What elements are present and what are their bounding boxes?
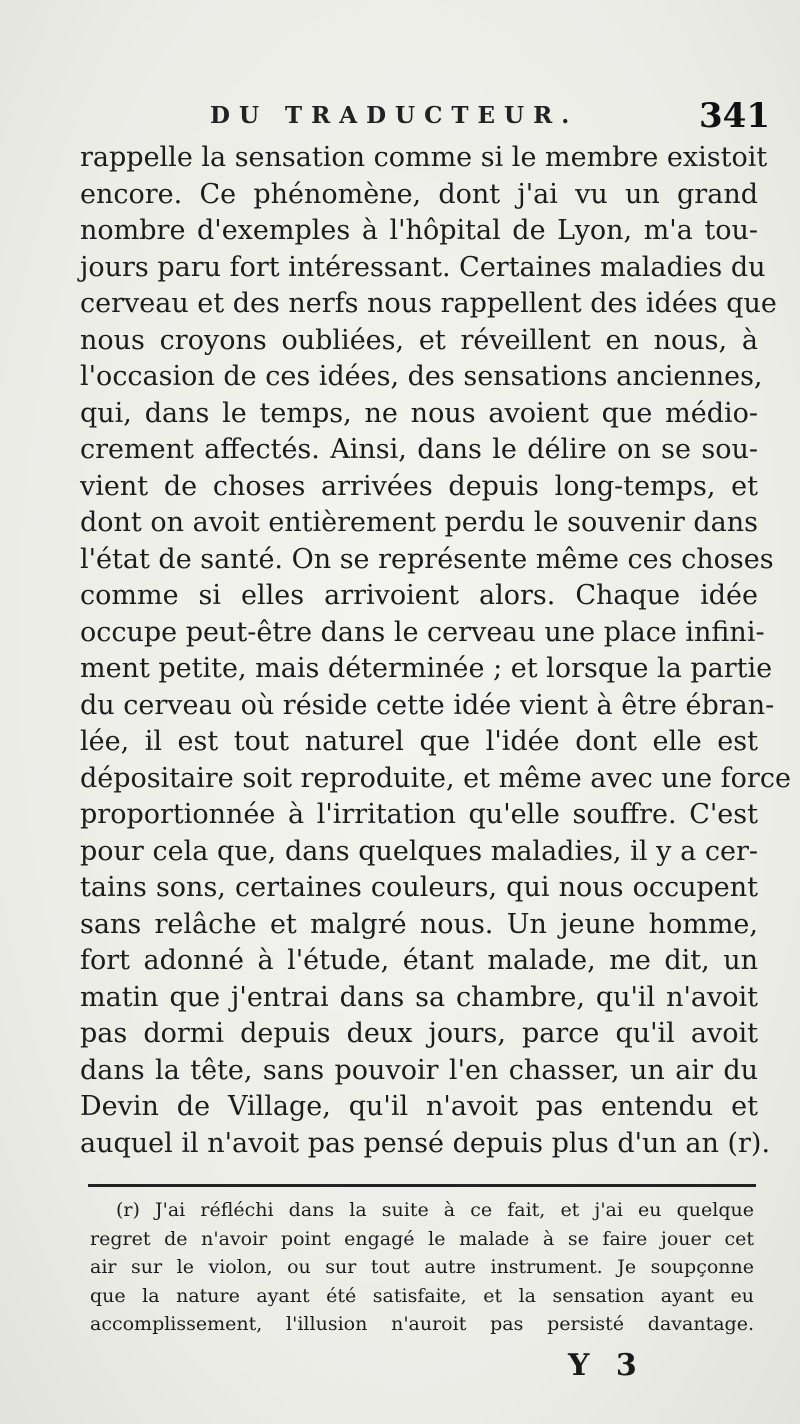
- text-line: fort adonné à l'étude, étant malade, me dit, un: [80, 945, 758, 976]
- footnote-line: (r) J'ai réfléchi dans la suite à ce fait, et j'ai eu quelque: [116, 1199, 754, 1221]
- text-line: dépositaire soit reproduite, et même avec une force: [80, 762, 791, 794]
- signature-mark: Y 3: [568, 1348, 645, 1383]
- footnote-line: que la nature ayant été satisfaite, et la sensation ayant eu: [90, 1284, 754, 1307]
- text-line: encore. Ce phénomène, dont j'ai vu un grand: [80, 178, 758, 210]
- footnote-line: regret de n'avoir point engagé le malade à se faire jouer cet: [90, 1227, 754, 1250]
- text-line: pour cela que, dans quelques maladies, il y a cer-: [80, 835, 758, 867]
- body-text: [80, 140, 791, 1162]
- text-line: auquel il n'avoit pas pensé depuis plus d'un an (r).: [80, 1127, 771, 1159]
- text-line: pas dormi depuis deux jours, parce qu'il avoit: [80, 1018, 758, 1049]
- text-line: cerveau et des nerfs nous rappellent des idées que: [80, 288, 777, 319]
- running-head: DU TRADUCTEUR.: [210, 102, 579, 129]
- text-line: vient de choses arrivées depuis long-temps, et: [80, 470, 758, 502]
- text-line: matin que j'entrai dans sa chambre, qu'il n'avoit: [80, 981, 758, 1013]
- text-line: qui, dans le temps, ne nous avoient que médio-: [80, 397, 758, 429]
- text-line: l'état de santé. On se représente même ces choses: [80, 543, 774, 575]
- text-line: Devin de Village, qu'il n'avoit pas entendu et: [80, 1091, 758, 1122]
- text-line: nombre d'exemples à l'hôpital de Lyon, m'a tou-: [80, 215, 758, 246]
- page-number: 341: [699, 96, 770, 136]
- text-line: dans la tête, sans pouvoir l'en chasser, un air du: [80, 1054, 758, 1086]
- text-line: tains sons, certaines couleurs, qui nous occupent: [80, 872, 758, 903]
- text-line: crement affectés. Ainsi, dans le délire on se sou-: [80, 434, 758, 465]
- footnote: [90, 1196, 754, 1339]
- text-line: l'occasion de ces idées, des sensations anciennes,: [80, 361, 763, 392]
- text-line: du cerveau où réside cette idée vient à être ébran-: [80, 689, 775, 721]
- text-line: ment petite, mais déterminée ; et lorsque la partie: [80, 653, 773, 684]
- text-line: proportionnée à l'irritation qu'elle souffre. C'est: [80, 799, 758, 830]
- text-line: nous croyons oubliées, et réveillent en nous, à: [80, 324, 758, 356]
- text-line: rappelle la sensation comme si le membre existoit: [80, 142, 768, 173]
- text-line: occupe peut-être dans le cerveau une place infini-: [80, 616, 765, 648]
- text-line: dont on avoit entièrement perdu le souvenir dans: [80, 507, 758, 538]
- footnote-line: air sur le violon, ou sur tout autre instrument. Je soupçonne: [90, 1256, 754, 1278]
- footnote-line: accomplissement, l'illusion n'auroit pas persisté davantage.: [90, 1313, 754, 1335]
- page-header: [210, 96, 770, 142]
- text-line: comme si elles arrivoient alors. Chaque idée: [80, 580, 758, 611]
- text-line: sans relâche et malgré nous. Un jeune homme,: [80, 908, 758, 940]
- text-line: jours paru fort intéressant. Certaines maladies du: [80, 251, 766, 283]
- footnote-rule: [88, 1184, 756, 1187]
- text-line: lée, il est tout naturel que l'idée dont elle est: [80, 726, 758, 757]
